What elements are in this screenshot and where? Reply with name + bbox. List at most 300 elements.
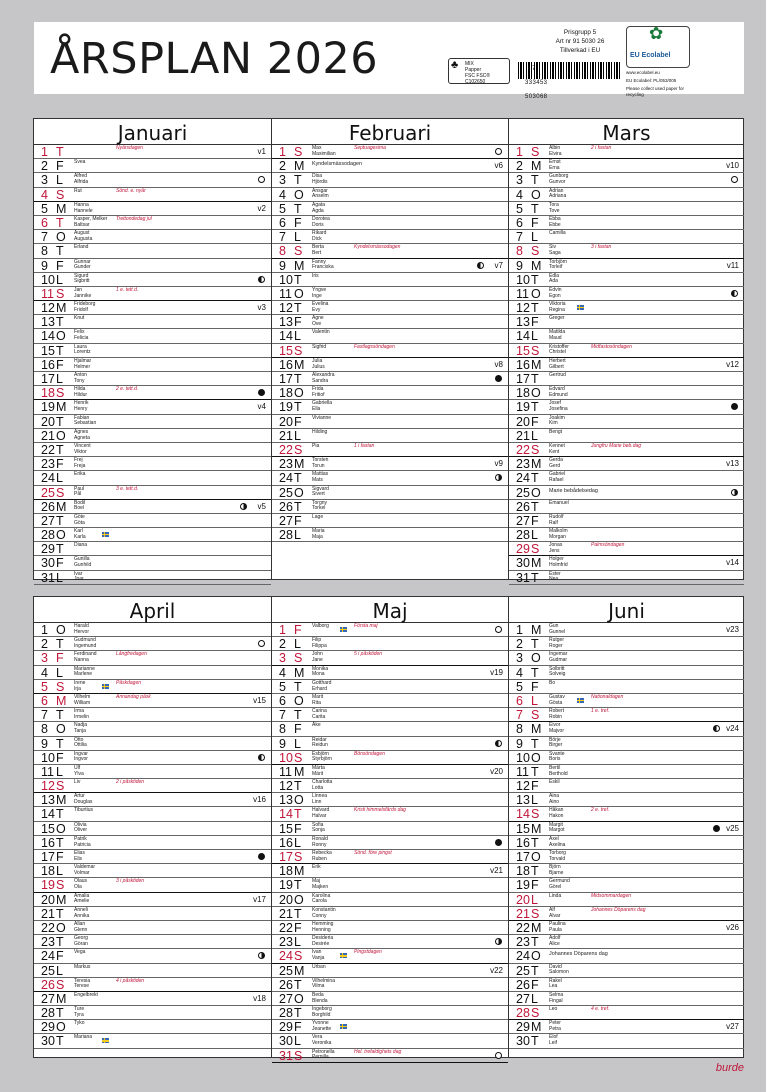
name-day: Gabriella Ella xyxy=(312,400,333,413)
day-row xyxy=(272,471,508,485)
day-row xyxy=(509,921,744,935)
day-row xyxy=(272,429,508,443)
day-number: 15 xyxy=(279,821,293,836)
day-row xyxy=(272,159,508,173)
name-day: David Salomon xyxy=(549,963,569,976)
name-day: Vega xyxy=(74,949,86,956)
day-row xyxy=(509,751,744,765)
weekday-letter: T xyxy=(56,1034,64,1049)
day-number: 20 xyxy=(41,892,55,907)
day-row xyxy=(272,400,508,414)
day-row xyxy=(34,637,271,651)
day-number: 13 xyxy=(279,315,293,330)
day-row xyxy=(34,864,271,878)
name-day: Ivan Vanja xyxy=(312,949,325,962)
weekday-letter: L xyxy=(294,935,301,950)
week-number: v27 xyxy=(726,1022,739,1032)
day-number: 24 xyxy=(516,471,530,486)
weekday-letter: M xyxy=(294,864,305,879)
weekday-letter: T xyxy=(294,173,302,188)
weekday-letter: T xyxy=(531,1034,539,1049)
day-number: 25 xyxy=(516,963,530,978)
holiday-label: Bönsöndagen xyxy=(354,750,385,757)
day-number: 27 xyxy=(41,513,55,528)
name-day: Joakim Kim xyxy=(549,414,565,427)
weekday-letter: F xyxy=(56,258,64,273)
info-line: Prisgrupp 5 xyxy=(563,29,597,36)
weekday-letter: T xyxy=(294,372,302,386)
ecolabel-label: EU Ecolabel xyxy=(630,52,671,59)
name-day: Paulina Paula xyxy=(549,920,566,933)
day-number: 22 xyxy=(41,442,55,457)
day-row xyxy=(272,651,508,665)
day-row xyxy=(272,836,508,850)
name-day: Patrik Patricia xyxy=(74,835,91,848)
name-day: Kasper, Melker Baltsar xyxy=(74,215,108,228)
day-number: 4 xyxy=(41,665,48,680)
day-row xyxy=(509,159,744,173)
day-number: 24 xyxy=(41,949,55,964)
fsc-badge xyxy=(448,58,510,84)
weekday-letter: T xyxy=(294,906,302,921)
day-number: 18 xyxy=(279,386,293,401)
day-number: 10 xyxy=(279,272,293,287)
name-day: Charlotta Lotta xyxy=(312,779,333,791)
day-row xyxy=(272,216,508,230)
day-number: 11 xyxy=(41,764,54,779)
day-number: 7 xyxy=(279,708,286,723)
day-row xyxy=(272,637,508,651)
day-number: 6 xyxy=(516,215,523,230)
day-number: 5 xyxy=(516,201,523,216)
day-number: 14 xyxy=(516,807,530,822)
day-row xyxy=(509,344,744,358)
name-day: Berta Bert xyxy=(312,244,324,257)
weekday-letter: M xyxy=(56,793,67,808)
day-number: 9 xyxy=(279,258,286,273)
day-number: 14 xyxy=(516,329,530,344)
day-number: 7 xyxy=(41,230,48,245)
weekday-letter: O xyxy=(294,991,304,1006)
weekday-letter: T xyxy=(531,372,539,386)
day-number: 3 xyxy=(279,651,286,666)
day-number: 31 xyxy=(279,1048,293,1063)
day-number: 23 xyxy=(41,457,55,472)
name-day: Alf Alvar xyxy=(549,906,561,919)
day-number: 21 xyxy=(516,906,530,921)
name-day: Börje Birger xyxy=(549,736,563,749)
name-day: Gotthard Erhard xyxy=(312,679,332,692)
day-row xyxy=(272,921,508,935)
name-day: Disa Hjördis xyxy=(312,173,328,186)
weekday-letter: T xyxy=(531,764,539,779)
weekday-letter: L xyxy=(294,637,301,652)
day-number: 1 xyxy=(279,623,286,637)
day-number: 13 xyxy=(41,793,55,808)
name-day: Diana xyxy=(74,542,88,549)
name-day: Carina Carita xyxy=(312,708,327,720)
weekday-letter: F xyxy=(56,457,64,472)
day-row xyxy=(509,457,744,471)
day-row xyxy=(34,329,271,343)
day-row xyxy=(34,188,271,202)
name-day: Jan Jannike xyxy=(74,286,92,299)
name-day: Maj Majken xyxy=(312,878,329,891)
flag-icon xyxy=(102,532,109,537)
name-day: Julia Julius xyxy=(312,357,325,370)
day-row xyxy=(34,216,271,230)
day-row xyxy=(272,907,508,921)
day-row xyxy=(272,878,508,892)
day-number: 28 xyxy=(516,1006,530,1021)
day-row xyxy=(34,514,271,528)
day-number: 23 xyxy=(279,457,293,472)
day-number: 21 xyxy=(41,906,55,921)
day-number: 18 xyxy=(41,386,55,401)
day-row xyxy=(272,623,508,637)
moon-fq-icon xyxy=(258,952,265,959)
day-row xyxy=(509,666,744,680)
day-number: 1 xyxy=(516,623,523,637)
day-row xyxy=(34,680,271,694)
weekday-letter: T xyxy=(56,343,64,358)
name-day: Håkan Hakon xyxy=(549,807,564,820)
day-row xyxy=(34,244,271,258)
day-number: 19 xyxy=(41,400,55,415)
name-day: Knut xyxy=(74,315,85,322)
day-row xyxy=(34,571,271,585)
day-number: 30 xyxy=(516,556,530,571)
name-day: Frej Freja xyxy=(74,457,86,469)
weekday-letter: O xyxy=(294,793,304,808)
day-row xyxy=(509,145,744,159)
name-day: Ture Tyra xyxy=(74,1006,85,1018)
name-day: Gun Gunnel xyxy=(549,623,566,635)
weekday-letter: T xyxy=(56,835,64,850)
day-row xyxy=(272,188,508,202)
day-number: 24 xyxy=(41,471,55,486)
day-number: 15 xyxy=(41,343,55,358)
day-number: 22 xyxy=(516,920,530,935)
day-number: 8 xyxy=(41,244,48,259)
moon-fq-icon xyxy=(495,474,502,481)
name-day: Vilhelm William xyxy=(74,693,91,706)
day-number: 10 xyxy=(41,272,55,287)
product-info xyxy=(540,28,620,55)
day-number: 12 xyxy=(516,779,530,794)
day-number: 24 xyxy=(279,949,293,964)
day-row xyxy=(34,651,271,665)
day-number: 4 xyxy=(279,187,286,202)
name-day: Bo xyxy=(549,679,556,686)
weekday-letter: F xyxy=(56,949,64,964)
name-day: Ulf Ylva xyxy=(74,764,84,777)
weekday-letter: S xyxy=(531,145,540,159)
week-number: v9 xyxy=(494,459,503,469)
day-number: 20 xyxy=(516,414,530,429)
weekday-letter: O xyxy=(294,693,304,708)
weekday-letter: F xyxy=(531,779,539,794)
name-day: Siv Saga xyxy=(549,244,561,257)
day-row xyxy=(34,978,271,992)
weekday-letter: L xyxy=(531,528,538,543)
name-day: Ivar Joar xyxy=(74,570,84,583)
weekday-letter: F xyxy=(531,513,539,528)
day-row xyxy=(34,907,271,921)
day-row xyxy=(272,500,508,514)
day-number: 22 xyxy=(279,920,293,935)
weekday-letter: F xyxy=(294,623,302,637)
day-number: 7 xyxy=(516,708,523,723)
name-day: Agata Agda xyxy=(312,201,326,214)
day-row xyxy=(34,145,271,159)
weekday-letter: F xyxy=(56,850,64,864)
day-row xyxy=(509,202,744,216)
day-row xyxy=(34,751,271,765)
weekday-letter: F xyxy=(56,159,64,174)
weekday-letter: L xyxy=(56,372,63,386)
day-row xyxy=(34,793,271,807)
day-row xyxy=(509,542,744,556)
weekday-letter: S xyxy=(531,1006,540,1021)
weekday-letter: S xyxy=(56,878,65,893)
name-day: Ingemar Gudmar xyxy=(549,651,568,664)
weekday-letter: S xyxy=(531,442,540,457)
day-number: 21 xyxy=(279,906,293,921)
name-day: Linda xyxy=(549,892,562,899)
weekday-letter: T xyxy=(294,400,302,415)
holiday-label: 2 i fastan xyxy=(591,145,612,151)
week-number: v13 xyxy=(726,459,739,469)
day-row xyxy=(272,457,508,471)
name-day: Ingvar Ingvor xyxy=(74,750,88,763)
day-row xyxy=(272,1020,508,1034)
day-row xyxy=(34,708,271,722)
holiday-label: 1 e. tett.d. xyxy=(116,286,139,293)
weekday-letter: O xyxy=(294,485,304,500)
day-row xyxy=(34,666,271,680)
holiday-label: Nationaldagen xyxy=(591,693,624,700)
week-number: v12 xyxy=(726,359,739,369)
weekday-letter: F xyxy=(56,750,64,765)
day-row xyxy=(272,514,508,528)
day-number: 10 xyxy=(279,750,293,765)
weekday-letter: M xyxy=(294,357,305,372)
name-day: Edla Ada xyxy=(549,272,560,285)
day-number: 20 xyxy=(41,414,55,429)
day-number: 25 xyxy=(41,963,55,978)
week-number: v2 xyxy=(257,203,266,213)
weekday-letter: O xyxy=(531,187,541,202)
name-day: Linnea Linn xyxy=(312,793,328,806)
name-day: Engelbrekt xyxy=(74,991,98,998)
weekday-letter: M xyxy=(531,722,542,737)
moon-new-icon xyxy=(495,375,502,382)
name-day: Hilda Hildur xyxy=(74,386,88,398)
name-day: Jonas Jens xyxy=(549,542,563,555)
week-number: v8 xyxy=(494,359,503,369)
day-number: 19 xyxy=(516,878,530,893)
day-number: 14 xyxy=(41,807,55,822)
day-row xyxy=(509,964,744,978)
day-number: 21 xyxy=(516,428,530,443)
info-line: Tillverkad i EU xyxy=(559,47,601,54)
name-day: Esbjörn Styrbjörn xyxy=(312,750,333,763)
day-row xyxy=(272,1049,508,1063)
weekday-letter: M xyxy=(531,357,542,372)
day-row xyxy=(272,694,508,708)
day-row xyxy=(509,637,744,651)
month-name: Maj xyxy=(272,597,508,623)
name-day: Malkolm Morgan xyxy=(549,528,568,540)
weekday-letter: L xyxy=(294,230,301,245)
month-juni xyxy=(508,597,744,1057)
day-number: 8 xyxy=(41,722,48,737)
calendar-block-q2 xyxy=(33,596,744,1063)
weekday-letter: L xyxy=(56,665,63,680)
week-number: v10 xyxy=(726,161,739,171)
weekday-letter: M xyxy=(531,457,542,472)
day-number: 2 xyxy=(41,637,48,652)
weekday-letter: M xyxy=(531,821,542,836)
weekday-letter: O xyxy=(294,286,304,301)
weekday-letter: T xyxy=(294,272,302,287)
weekday-letter: T xyxy=(531,272,539,287)
day-number: 28 xyxy=(279,528,293,543)
day-number: 13 xyxy=(41,315,55,330)
weekday-letter: O xyxy=(56,329,66,344)
day-number: 13 xyxy=(279,793,293,808)
day-row xyxy=(272,173,508,187)
weekday-letter: T xyxy=(531,963,539,978)
weekday-letter: S xyxy=(294,1048,303,1063)
name-day: Ernst Erna xyxy=(549,159,561,171)
day-number: 29 xyxy=(516,1020,530,1035)
day-row xyxy=(509,708,744,722)
day-row xyxy=(509,556,744,570)
holiday-label: Fastlagssöndagen xyxy=(354,343,395,350)
holiday-label: 3 i fastan xyxy=(591,244,612,251)
day-row xyxy=(34,921,271,935)
day-row xyxy=(34,1034,271,1048)
day-number: 16 xyxy=(41,835,55,850)
day-number: 3 xyxy=(41,173,48,188)
week-number: v7 xyxy=(494,260,503,270)
name-day: Greger xyxy=(549,315,565,322)
name-day: Filip Filippa xyxy=(312,637,327,649)
name-day: Svea xyxy=(74,159,86,166)
moon-new-icon xyxy=(495,839,502,846)
weekday-letter: T xyxy=(531,935,539,950)
name-day: Petronella Pernilla xyxy=(312,1048,335,1061)
day-row xyxy=(509,372,744,386)
day-row xyxy=(509,949,744,963)
day-row xyxy=(272,528,508,542)
calendar-block-q1 xyxy=(33,118,744,585)
weekday-letter: O xyxy=(531,286,541,301)
weekday-letter: S xyxy=(56,779,65,794)
day-number: 22 xyxy=(41,920,55,935)
name-day: Reidar Reidun xyxy=(312,736,328,749)
day-row xyxy=(272,765,508,779)
name-day: Svante Boris xyxy=(549,750,565,763)
day-number: 9 xyxy=(516,736,523,751)
day-row xyxy=(34,836,271,850)
day-number: 4 xyxy=(279,665,286,680)
name-day: Anneli Annika xyxy=(74,906,90,919)
weekday-letter: S xyxy=(531,906,540,921)
name-day: Rut xyxy=(74,187,82,194)
weekday-letter: L xyxy=(294,736,301,751)
name-day: Hjalmar Helmer xyxy=(74,357,92,370)
moon-fq-icon xyxy=(240,503,247,510)
weekday-letter: M xyxy=(56,693,67,708)
name-day: Kristoffer Christel xyxy=(549,343,569,356)
day-number: 5 xyxy=(41,679,48,694)
weekday-letter: S xyxy=(56,679,65,694)
day-number: 10 xyxy=(516,750,530,765)
week-number: v5 xyxy=(257,501,266,511)
moon-fq-icon xyxy=(495,938,502,945)
day-number: 8 xyxy=(516,722,523,737)
weekday-letter: O xyxy=(56,623,66,637)
flag-icon xyxy=(340,1024,347,1029)
weekday-letter: M xyxy=(294,764,305,779)
name-day: Margit Margot xyxy=(549,821,565,834)
ecolabel-recycle-note: Please collect used paper for recycling xyxy=(626,86,685,97)
weekday-letter: T xyxy=(294,977,302,992)
day-row xyxy=(34,1006,271,1020)
week-number: v19 xyxy=(490,667,503,677)
day-number: 19 xyxy=(279,400,293,415)
day-number: 22 xyxy=(279,442,293,457)
day-number: 17 xyxy=(41,850,55,864)
day-number: 12 xyxy=(279,779,293,794)
day-row xyxy=(272,372,508,386)
day-number: 18 xyxy=(516,386,530,401)
holiday-label: Johannes Döparens dag xyxy=(591,906,646,913)
day-row xyxy=(272,145,508,159)
holiday-label: 3 i påsktiden xyxy=(116,878,145,885)
name-day: Matilda Maud xyxy=(549,329,566,342)
name-day: Felix Felicia xyxy=(74,329,89,342)
name-day: Otto Ottilia xyxy=(74,736,87,749)
barcode xyxy=(518,62,622,100)
weekday-letter: F xyxy=(531,215,539,230)
day-row xyxy=(34,722,271,736)
weekday-letter: S xyxy=(294,750,303,765)
weekday-letter: F xyxy=(294,215,302,230)
weekday-letter: T xyxy=(294,779,302,794)
day-row xyxy=(34,202,271,216)
flag-icon xyxy=(102,684,109,689)
day-number: 11 xyxy=(516,764,529,779)
moon-full-icon xyxy=(258,640,265,647)
name-day: Marit Rita xyxy=(312,693,324,706)
day-number: 12 xyxy=(41,301,55,316)
day-number: 14 xyxy=(279,807,293,822)
weekday-letter: T xyxy=(294,708,302,723)
weekday-letter: O xyxy=(531,485,541,500)
name-day: Mattias Mats xyxy=(312,471,329,484)
weekday-letter: T xyxy=(56,736,64,751)
fsc-line2: Papper xyxy=(465,67,482,73)
name-day: Rebecka Ruben xyxy=(312,850,332,862)
name-day: Bengt xyxy=(549,428,563,435)
day-number: 13 xyxy=(516,315,530,330)
page-title: ÅRSPLAN 2026 xyxy=(50,34,379,84)
day-row xyxy=(272,344,508,358)
